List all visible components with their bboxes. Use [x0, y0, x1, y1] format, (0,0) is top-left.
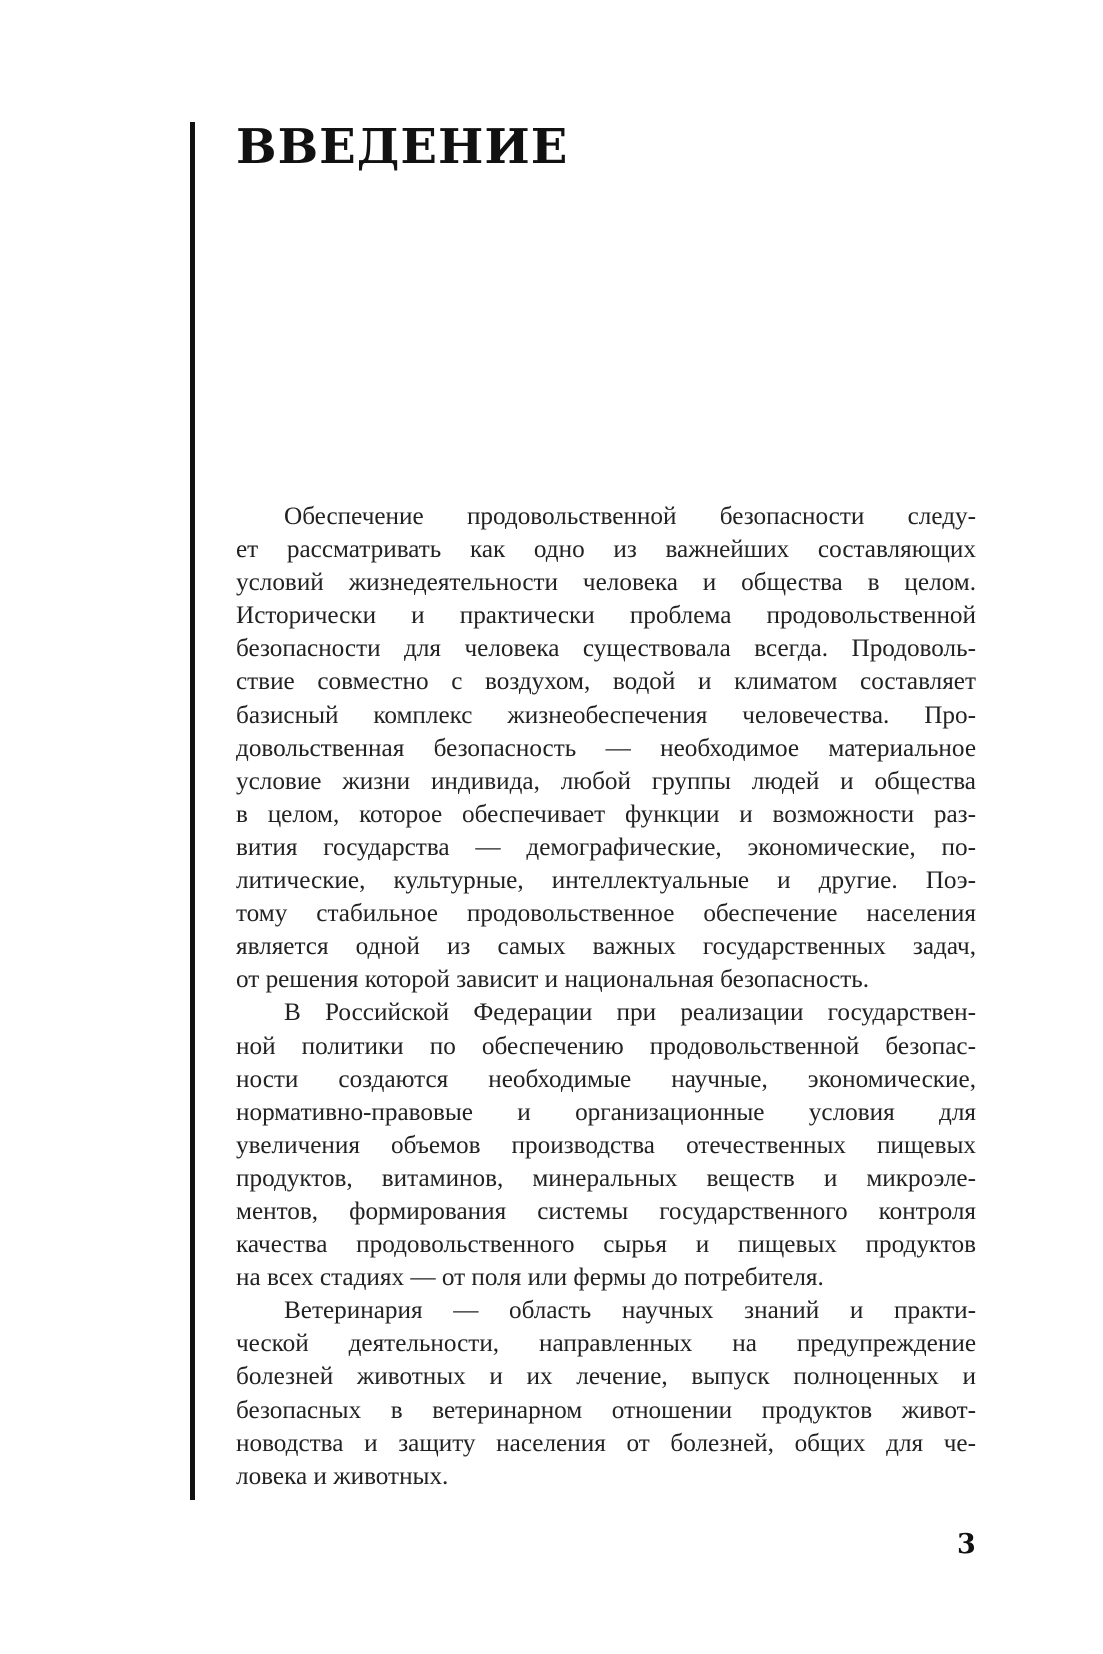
text-line: на всех стадиях — от поля или фермы до потребителя. [236, 1264, 824, 1292]
vertical-margin-rule [190, 122, 195, 1500]
text-line: ности создаются необходимые научные, экономические, [236, 1065, 976, 1093]
text-line: в целом, которое обеспечивает функции и возможности раз- [236, 800, 976, 828]
text-line: вития государства — демографические, экономические, по- [236, 833, 976, 861]
text-line: Ветеринария — область научных знаний и практи- [284, 1297, 976, 1325]
paragraph-1 [236, 500, 976, 996]
text-line: довольственная безопасность — необходимое материальное [236, 734, 976, 762]
text-line: увеличения объемов производства отечественных пищевых [236, 1131, 976, 1159]
text-line: является одной из самых важных государственных задач, [236, 933, 976, 961]
text-line: Обеспечение продовольственной безопасности следу- [284, 503, 976, 530]
text-line: нормативно-правовые и организационные условия для [236, 1098, 976, 1126]
text-line: качества продовольственного сырья и пищевых продуктов [236, 1231, 976, 1259]
text-line: новодства и защиту населения от болезней, общих для че- [236, 1429, 976, 1457]
paragraph-2 [236, 996, 976, 1294]
text-line: безопасных в ветеринарном отношении продуктов живот- [236, 1396, 976, 1424]
text-line: В Российской Федерации при реализации государствен- [284, 999, 976, 1027]
text-line: Исторически и практически проблема продовольственной [236, 602, 976, 630]
chapter-heading: ВВЕДЕНИЕ [236, 119, 569, 175]
text-line: ментов, формирования системы государственного контроля [236, 1197, 976, 1225]
text-line: продуктов, витаминов, минеральных веществ и микроэле- [236, 1164, 976, 1192]
text-line: ет рассматривать как одно из важнейших составляющих [236, 536, 976, 564]
text-line: литические, культурные, интеллектуальные и другие. Поэ- [236, 867, 976, 895]
text-line: условие жизни индивида, любой группы людей и общества [236, 767, 976, 795]
paragraph-3 [236, 1294, 976, 1493]
text-line: базисный комплекс жизнеобеспечения человечества. Про- [236, 701, 976, 729]
text-line: условий жизнедеятельности человека и общества в целом. [236, 569, 976, 597]
body-text [236, 500, 976, 1493]
text-line: ствие совместно с воздухом, водой и климатом составляет [236, 668, 976, 696]
text-line: ческой деятельности, направленных на предупреждение [236, 1330, 976, 1358]
text-line: ной политики по обеспечению продовольственной безопас- [236, 1032, 976, 1060]
text-line: тому стабильное продовольственное обеспечение населения [236, 900, 976, 928]
text-line: ловека и животных. [236, 1462, 449, 1490]
text-line: болезней животных и их лечение, выпуск полноценных и [236, 1363, 976, 1391]
text-line: от решения которой зависит и национальная безопасность. [236, 966, 870, 994]
text-line: безопасности для человека существовала всегда. Продоволь- [236, 635, 976, 663]
page-number: 3 [957, 1529, 976, 1560]
